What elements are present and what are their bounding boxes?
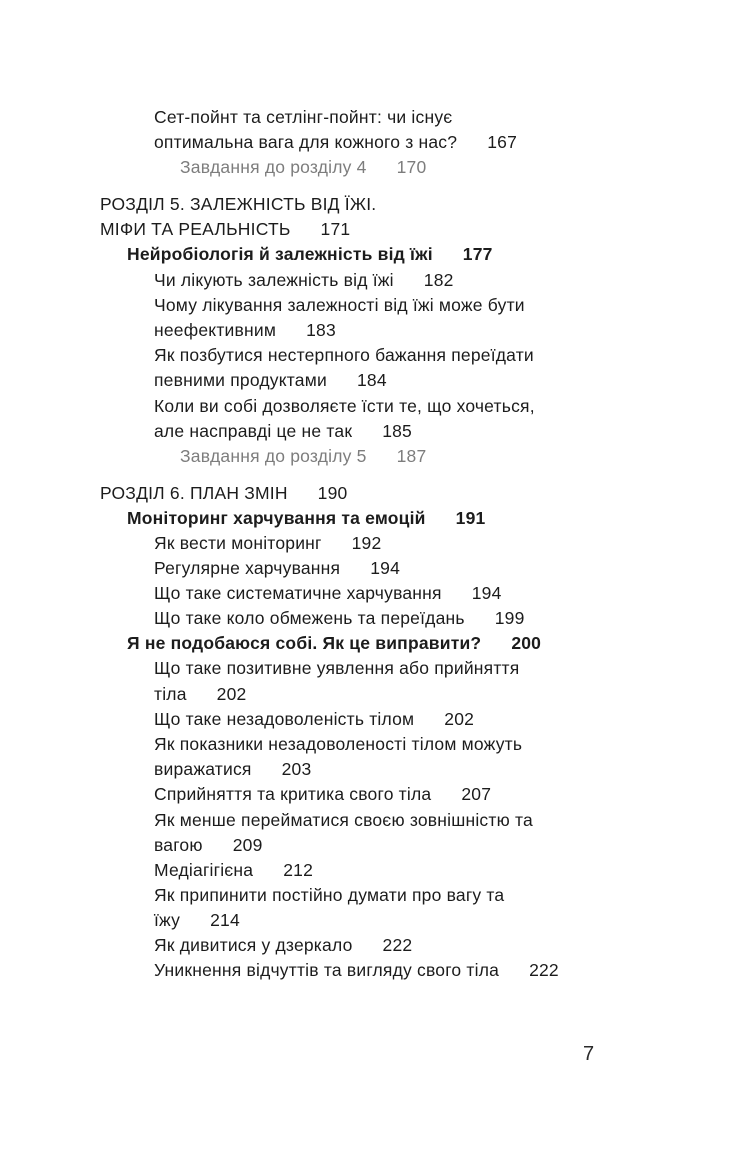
toc-entry: оптимальна вага для кожного з нас? 167 (154, 132, 518, 152)
toc-entry: тіла 202 (154, 684, 247, 704)
toc-entry: Уникнення відчуттів та вигляду свого тіла 222 (154, 960, 559, 980)
section-heading: Я не подобаюся собі. Як це виправити? 200 (127, 633, 542, 653)
chapter-heading: МІФИ ТА РЕАЛЬНІСТЬ 171 (100, 219, 351, 239)
section-heading: Нейробіологія й залежність від їжі 177 (127, 244, 493, 264)
toc-entry: Медіагігієна 212 (154, 860, 314, 880)
toc-entry: Коли ви собі дозволяєте їсти те, що хочеться, (154, 396, 535, 416)
toc-entry: Сприйняття та критика свого тіла 207 (154, 784, 492, 804)
toc-entry: Як припинити постійно думати про вагу та (154, 885, 505, 905)
toc-entry: Регулярне харчування 194 (154, 558, 401, 578)
chapter-heading: РОЗДІЛ 5. ЗАЛЕЖНІСТЬ ВІД ЇЖІ. (100, 194, 377, 214)
toc-entry: Чи лікують залежність від їжі 182 (154, 270, 454, 290)
toc-entry: але насправді це не так 185 (154, 421, 412, 441)
section-heading: Моніторинг харчування та емоцій 191 (127, 508, 486, 528)
chapter-heading: РОЗДІЛ 6. ПЛАН ЗМІН 190 (100, 483, 348, 503)
toc-task: Завдання до розділу 4 170 (180, 157, 427, 177)
toc-task: Завдання до розділу 5 187 (180, 446, 427, 466)
toc-entry: певними продуктами 184 (154, 370, 387, 390)
toc-entry: Що таке систематичне харчування 194 (154, 583, 502, 603)
toc-entry: Чому лікування залежності від їжі може бути (154, 295, 525, 315)
toc-entry: Як дивитися у дзеркало 222 (154, 935, 413, 955)
toc-entry: Що таке коло обмежень та переїдань 199 (154, 608, 525, 628)
toc-entry: Сет-пойнт та сетлінг-пойнт: чи існує (154, 107, 453, 127)
toc-entry: Що таке позитивне уявлення або прийняття (154, 658, 520, 678)
toc-entry: Як позбутися нестерпного бажання переїдати (154, 345, 534, 365)
toc-entry: Як вести моніторинг 192 (154, 533, 382, 553)
toc-entry: виражатися 203 (154, 759, 312, 779)
toc-entry: неефективним 183 (154, 320, 336, 340)
toc-entry: Як менше перейматися своєю зовнішністю та (154, 810, 533, 830)
toc-entry: Як показники незадоволеності тілом можуть (154, 734, 523, 754)
page-number: 7 (583, 1043, 595, 1065)
toc-entry: Що таке незадоволеність тілом 202 (154, 709, 475, 729)
toc-entry: їжу 214 (154, 910, 240, 930)
toc-entry: вагою 209 (154, 835, 263, 855)
